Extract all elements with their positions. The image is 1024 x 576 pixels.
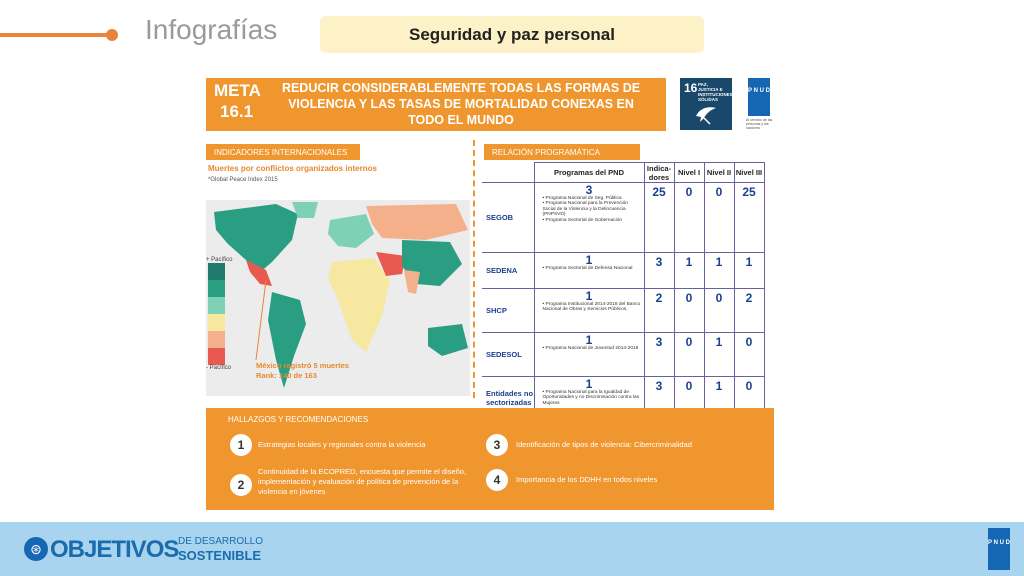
section-international-label: INDICADORES INTERNACIONALES <box>214 147 348 157</box>
finding-number: 4 <box>486 469 508 491</box>
goal-banner <box>206 78 666 131</box>
divider-dashed <box>473 140 475 398</box>
legend-top-label: + Pacífico <box>206 257 233 263</box>
row-programs <box>534 289 644 333</box>
section-international <box>206 144 360 160</box>
undp-subtitle: Al servicio de las personas y las naciones <box>746 118 773 130</box>
row-program-item: • Programa Sectorial de Gobernación <box>542 217 623 223</box>
footer-bar <box>0 522 1024 576</box>
meta-number: 16.1 <box>220 102 254 121</box>
sdg16-badge <box>680 78 732 130</box>
row-nivel3: 0 <box>734 333 764 377</box>
table-header-row <box>482 163 764 183</box>
legend-swatch <box>208 297 225 314</box>
row-indicators: 3 <box>644 377 674 419</box>
row-nivel2: 1 <box>704 253 734 289</box>
program-text: Programa Nacional para la Igualdad de Oportunidades y no Discriminación contra las Mujeres <box>542 390 640 406</box>
finding-text: Importancia de los DDHH en todos niveles <box>516 475 658 484</box>
finding-text: Continuidad de la ECOPRED, encuesta que permite el diseño, implementación y evaluación de política de prevención de la violencia en jóvenes <box>258 467 467 496</box>
row-program-item: • Programa Sectorial de Defensa Nacional <box>542 266 633 271</box>
sdg-number: 16 <box>684 81 698 95</box>
program-text: Programa Sectorial de Defensa Nacional <box>545 266 633 271</box>
row-nivel1: 0 <box>674 183 704 253</box>
row-entity: SEDENA <box>482 253 534 289</box>
row-program-item: • Programa Institucional 2014-2018 del Banco Nacional de Obras y Servicios Públicos, <box>542 302 641 313</box>
banner-text: REDUCIR CONSIDERABLEMENTE TODAS LAS FORMAS DE VIOLENCIA Y LAS TASAS DE MORTALIDAD CONEXAS EN TODO EL MUNDO <box>281 81 641 127</box>
table-row <box>482 183 764 253</box>
mexico-note-deaths: México registró 5 muertes <box>256 361 349 370</box>
finding-number: 2 <box>230 474 252 496</box>
program-text: Programa Nacional para la Prevención Social de la Violencia y la Delincuencia (PNPSVD) <box>542 201 628 218</box>
footer-objetivos: OBJETIVOS <box>50 536 179 563</box>
subtitle-text: Seguridad y paz personal <box>409 24 615 44</box>
header-dot <box>106 29 118 41</box>
row-indicators: 3 <box>644 333 674 377</box>
section-programmatic-label: RELACIÓN PROGRAMÁTICA <box>492 147 601 157</box>
findings-title: HALLAZGOS Y RECOMENDACIONES <box>228 415 369 424</box>
footer-desarrollo: DE DESARROLLO <box>178 536 264 547</box>
legend-swatch <box>208 263 225 280</box>
legend-swatch <box>208 280 225 297</box>
footer-sostenible: SOSTENIBLE <box>178 548 262 563</box>
col-nivel1: Nivel I <box>674 163 704 183</box>
page-title: Infografías <box>145 14 278 45</box>
row-program-count: 3 <box>585 183 593 197</box>
row-program-count: 1 <box>585 377 593 391</box>
mexico-note-rank: Rank: 140 de 163 <box>256 371 317 380</box>
row-programs <box>534 183 644 253</box>
row-nivel1: 0 <box>674 377 704 419</box>
footer-undp-logo: P N U D <box>988 528 1010 570</box>
finding-number: 1 <box>230 434 252 456</box>
finding-text: Estrategias locales y regionales contra la violencia <box>258 440 426 449</box>
row-nivel3: 25 <box>734 183 764 253</box>
row-nivel3: 0 <box>734 377 764 419</box>
col-programs: Programas del PND <box>534 163 644 183</box>
program-text: Programa Institucional 2014-2018 del Banco Nacional de Obras y Servicios Públicos, <box>542 302 641 313</box>
row-entity: SEDESOL <box>482 333 534 377</box>
undp-logo: P N U D <box>748 78 770 116</box>
table-row <box>482 333 764 377</box>
finding-text: Identificación de tipos de violencia: Cibercriminalidad <box>516 440 692 449</box>
map-legend <box>206 257 233 371</box>
row-program-item: • Programa Nacional para la Prevención Social de la Violencia y la Delincuencia (PNPSVD) <box>542 201 628 218</box>
row-indicators: 25 <box>644 183 674 253</box>
row-program-count: 1 <box>585 289 593 303</box>
header-blank <box>482 163 534 183</box>
row-entity: SHCP <box>482 289 534 333</box>
program-table <box>482 162 765 419</box>
table-row <box>482 289 764 333</box>
legend-bottom-label: - Pacífico <box>206 365 232 371</box>
row-entity: Entidades no sectorizadas <box>482 377 534 419</box>
un-emblem-icon: ⊛ <box>24 537 48 561</box>
program-text: Programa Nacional de Seg. Pública <box>545 196 622 201</box>
map-source: *Global Peace Index 2015 <box>208 177 278 183</box>
legend-swatch <box>208 348 225 365</box>
sdg-text: PAZ, JUSTICIA E INSTITUCIONES SÓLIDAS <box>698 82 733 102</box>
legend-swatch <box>208 331 225 348</box>
dove-icon <box>692 100 720 126</box>
finding-number: 3 <box>486 434 508 456</box>
table-row <box>482 253 764 289</box>
section-programmatic <box>484 144 640 160</box>
row-nivel1: 1 <box>674 253 704 289</box>
row-nivel3: 1 <box>734 253 764 289</box>
map-title: Muertes por conflictos organizados internos <box>208 164 377 173</box>
row-nivel3: 2 <box>734 289 764 333</box>
row-nivel2: 0 <box>704 289 734 333</box>
row-program-item: • Programa Nacional para la Igualdad de Oportunidades y no Discriminación contra las Mujeres <box>542 390 640 406</box>
program-text: Programa Nacional de Juventud 2014-2018 <box>545 346 639 351</box>
row-nivel2: 1 <box>704 377 734 419</box>
row-program-count: 1 <box>585 253 593 267</box>
row-nivel1: 0 <box>674 289 704 333</box>
col-indicators: Indica-dores <box>644 163 674 183</box>
legend-swatch <box>208 314 225 331</box>
meta-label: META <box>214 81 261 100</box>
row-program-item: • Programa Nacional de Juventud 2014-2018 <box>542 346 639 351</box>
mexico-note <box>256 361 349 381</box>
row-indicators: 2 <box>644 289 674 333</box>
row-programs <box>534 333 644 377</box>
findings-panel <box>206 408 774 510</box>
row-nivel1: 0 <box>674 333 704 377</box>
subtitle-box <box>320 16 704 53</box>
col-nivel2: Nivel II <box>704 163 734 183</box>
col-nivel3: Nivel III <box>734 163 764 183</box>
row-nivel2: 0 <box>704 183 734 253</box>
row-entity: SEGOB <box>482 183 534 253</box>
row-indicators: 3 <box>644 253 674 289</box>
row-programs <box>534 253 644 289</box>
infographic-card <box>206 78 774 510</box>
row-nivel2: 1 <box>704 333 734 377</box>
row-program-item: • Programa Nacional de Seg. Pública <box>542 196 622 201</box>
row-program-count: 1 <box>585 333 593 347</box>
program-text: Programa Sectorial de Gobernación <box>545 217 623 223</box>
header-line <box>0 33 112 37</box>
